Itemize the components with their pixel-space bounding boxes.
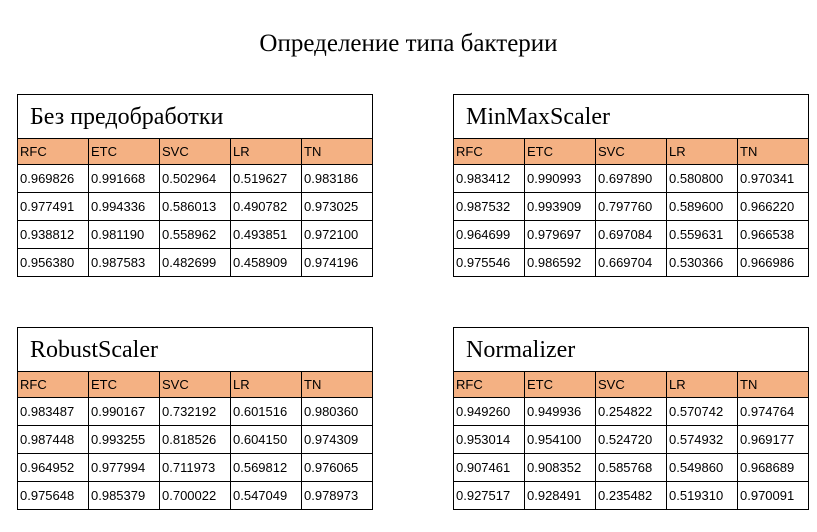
column-header-lr: LR	[667, 139, 738, 165]
table-cell: 0.969826	[18, 165, 89, 193]
table-row	[454, 398, 809, 426]
table-cell: 0.966220	[738, 193, 809, 221]
column-header-svc: SVC	[596, 139, 667, 165]
table-cell: 0.969177	[738, 426, 809, 454]
table-cell: 0.968689	[738, 454, 809, 482]
table-cell: 0.977491	[18, 193, 89, 221]
table-cell: 0.953014	[454, 426, 525, 454]
table-cell: 0.927517	[454, 482, 525, 510]
table-cell: 0.974309	[302, 426, 373, 454]
table-cell: 0.966986	[738, 249, 809, 277]
column-header-rfc: RFC	[18, 139, 89, 165]
table-row	[18, 249, 373, 277]
table-cell: 0.990993	[525, 165, 596, 193]
table-cell: 0.974764	[738, 398, 809, 426]
column-header-lr: LR	[667, 372, 738, 398]
table-cell: 0.601516	[231, 398, 302, 426]
table-row	[18, 426, 373, 454]
table-cell: 0.908352	[525, 454, 596, 482]
table-cell: 0.697890	[596, 165, 667, 193]
table-cell: 0.966538	[738, 221, 809, 249]
table-cell: 0.985379	[89, 482, 160, 510]
column-header-lr: LR	[231, 372, 302, 398]
table-cell: 0.519310	[667, 482, 738, 510]
table-cell: 0.974196	[302, 249, 373, 277]
table-cell: 0.235482	[596, 482, 667, 510]
table-cell: 0.549860	[667, 454, 738, 482]
table-cell: 0.956380	[18, 249, 89, 277]
table-cell: 0.993255	[89, 426, 160, 454]
column-header-tn: TN	[302, 372, 373, 398]
column-header-tn: TN	[302, 139, 373, 165]
table-cell: 0.524720	[596, 426, 667, 454]
panel-minmaxscaler	[453, 94, 809, 277]
table-cell: 0.589600	[667, 193, 738, 221]
table-cell: 0.987448	[18, 426, 89, 454]
table-row	[454, 221, 809, 249]
column-header-svc: SVC	[596, 372, 667, 398]
table-cell: 0.983487	[18, 398, 89, 426]
table-cell: 0.973025	[302, 193, 373, 221]
table-cell: 0.978973	[302, 482, 373, 510]
table-cell: 0.818526	[160, 426, 231, 454]
table-cell: 0.907461	[454, 454, 525, 482]
table-cell: 0.993909	[525, 193, 596, 221]
results-table	[453, 371, 809, 510]
table-cell: 0.519627	[231, 165, 302, 193]
table-cell: 0.697084	[596, 221, 667, 249]
column-header-svc: SVC	[160, 372, 231, 398]
table-row	[18, 165, 373, 193]
table-cell: 0.990167	[89, 398, 160, 426]
table-cell: 0.585768	[596, 454, 667, 482]
column-header-etc: ETC	[89, 372, 160, 398]
table-header-row	[18, 372, 373, 398]
column-header-lr: LR	[231, 139, 302, 165]
table-cell: 0.502964	[160, 165, 231, 193]
table-cell: 0.669704	[596, 249, 667, 277]
table-cell: 0.530366	[667, 249, 738, 277]
table-cell: 0.570742	[667, 398, 738, 426]
table-cell: 0.711973	[160, 454, 231, 482]
column-header-tn: TN	[738, 372, 809, 398]
table-cell: 0.964952	[18, 454, 89, 482]
column-header-etc: ETC	[525, 372, 596, 398]
table-row	[454, 426, 809, 454]
table-cell: 0.574932	[667, 426, 738, 454]
panel-title: Normalizer	[453, 327, 809, 371]
table-cell: 0.991668	[89, 165, 160, 193]
table-cell: 0.970341	[738, 165, 809, 193]
column-header-etc: ETC	[525, 139, 596, 165]
panel-robustscaler	[17, 327, 373, 510]
table-cell: 0.700022	[160, 482, 231, 510]
panel-normalizer	[453, 327, 809, 510]
table-row	[18, 221, 373, 249]
table-header-row	[18, 139, 373, 165]
column-header-rfc: RFC	[18, 372, 89, 398]
table-cell: 0.987532	[454, 193, 525, 221]
table-cell: 0.983412	[454, 165, 525, 193]
table-row	[454, 482, 809, 510]
table-cell: 0.975648	[18, 482, 89, 510]
table-header-row	[454, 372, 809, 398]
table-row	[18, 193, 373, 221]
table-cell: 0.938812	[18, 221, 89, 249]
table-cell: 0.493851	[231, 221, 302, 249]
table-cell: 0.580800	[667, 165, 738, 193]
table-cell: 0.949936	[525, 398, 596, 426]
results-table	[17, 138, 373, 277]
table-cell: 0.986592	[525, 249, 596, 277]
table-cell: 0.559631	[667, 221, 738, 249]
table-row	[18, 398, 373, 426]
results-table	[453, 138, 809, 277]
table-cell: 0.490782	[231, 193, 302, 221]
table-cell: 0.458909	[231, 249, 302, 277]
table-cell: 0.987583	[89, 249, 160, 277]
panel-raw	[17, 94, 373, 277]
table-cell: 0.954100	[525, 426, 596, 454]
table-row	[454, 165, 809, 193]
table-cell: 0.949260	[454, 398, 525, 426]
table-cell: 0.976065	[302, 454, 373, 482]
column-header-rfc: RFC	[454, 372, 525, 398]
table-row	[454, 454, 809, 482]
table-cell: 0.975546	[454, 249, 525, 277]
table-cell: 0.558962	[160, 221, 231, 249]
table-cell: 0.964699	[454, 221, 525, 249]
table-cell: 0.977994	[89, 454, 160, 482]
table-cell: 0.482699	[160, 249, 231, 277]
panel-title: MinMaxScaler	[453, 94, 809, 138]
table-cell: 0.983186	[302, 165, 373, 193]
table-row	[18, 482, 373, 510]
table-cell: 0.586013	[160, 193, 231, 221]
table-cell: 0.994336	[89, 193, 160, 221]
column-header-etc: ETC	[89, 139, 160, 165]
table-cell: 0.980360	[302, 398, 373, 426]
table-cell: 0.970091	[738, 482, 809, 510]
table-cell: 0.604150	[231, 426, 302, 454]
table-cell: 0.797760	[596, 193, 667, 221]
table-cell: 0.732192	[160, 398, 231, 426]
table-cell: 0.979697	[525, 221, 596, 249]
column-header-tn: TN	[738, 139, 809, 165]
column-header-svc: SVC	[160, 139, 231, 165]
column-header-rfc: RFC	[454, 139, 525, 165]
table-cell: 0.254822	[596, 398, 667, 426]
table-header-row	[454, 139, 809, 165]
table-cell: 0.972100	[302, 221, 373, 249]
table-cell: 0.569812	[231, 454, 302, 482]
page-title: Определение типа бактерии	[259, 30, 558, 57]
table-row	[18, 454, 373, 482]
table-row	[454, 249, 809, 277]
table-cell: 0.981190	[89, 221, 160, 249]
table-row	[454, 193, 809, 221]
panel-title: Без предобработки	[17, 94, 373, 138]
panel-title: RobustScaler	[17, 327, 373, 371]
table-cell: 0.547049	[231, 482, 302, 510]
table-cell: 0.928491	[525, 482, 596, 510]
results-table	[17, 371, 373, 510]
